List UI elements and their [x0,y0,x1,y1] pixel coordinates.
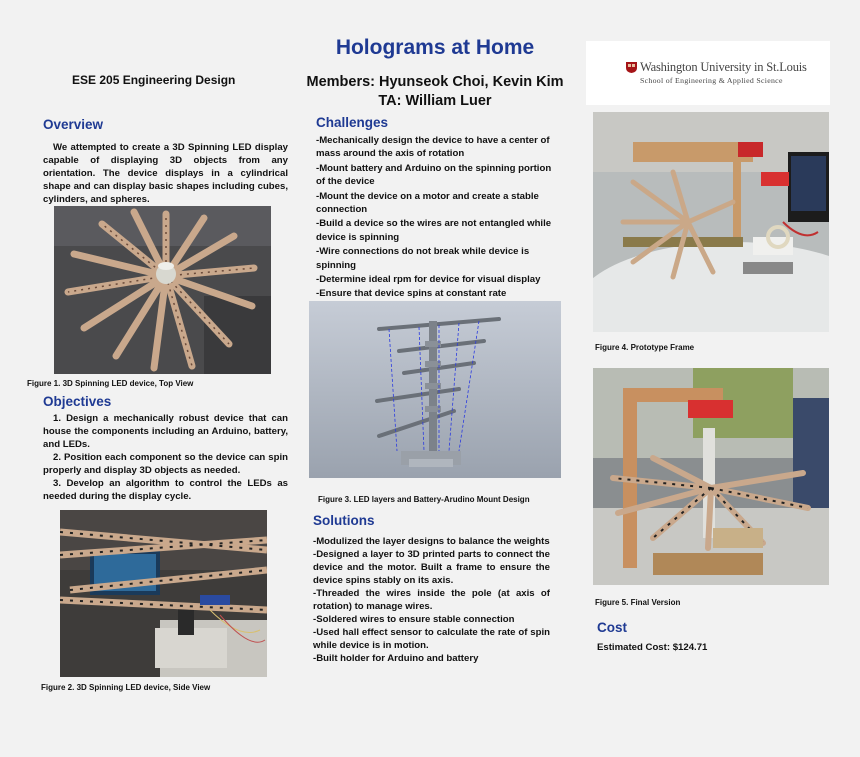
figure4-caption: Figure 4. Prototype Frame [595,343,695,352]
solution-item: -Threaded the wires inside the pole (at axis of rotation) to manage wires. [313,588,550,612]
shield-icon [626,62,637,73]
cost-heading: Cost [597,620,627,635]
challenge-item: -Ensure that device spins at constant rate [316,288,507,300]
solution-item: -Built holder for Arduino and battery [313,653,479,664]
members-block [305,73,565,111]
objective-item: 1. Design a mechanically robust device that can house the components including an Arduino, battery, and LEDs. [43,413,288,450]
challenge-item: -Mount battery and Arduino on the spinning portion of the device [316,162,552,188]
objective-item: 2. Position each component so the device can spin properly and display 3D objects as needed. [43,452,288,476]
ta-line: TA: William Luer [378,93,492,109]
challenges-heading: Challenges [316,115,389,130]
figure2-image [60,510,267,677]
figure1-caption: Figure 1. 3D Spinning LED device, Top View [27,379,194,388]
solution-item: -Modulized the layer designs to balance the weights [313,536,550,547]
objectives-list [43,412,288,503]
logo-line2: School of Engineering & Applied Science [640,76,783,85]
solutions-heading: Solutions [313,513,375,528]
challenge-item: -Mechanically design the device to have a center of mass around the axis of rotation [316,135,550,160]
challenge-item: -Determine ideal rpm for device for visual display [316,274,541,286]
logo-line1: Washington University in St.Louis [640,60,807,74]
course-name: ESE 205 Engineering Design [72,73,236,87]
challenge-item: -Mount the device on a motor and create a stable connection [316,190,539,216]
members-line: Members: Hyunseok Choi, Kevin Kim [306,74,564,90]
objectives-heading: Objectives [43,394,112,409]
challenge-item: -Build a device so the wires are not entangled while device is spinning [316,218,552,243]
challenge-item: -Wire connections do not break while device is spinning [316,246,530,271]
figure5-image [593,368,829,585]
objective-item: 3. Develop an algorithm to control the LEDs as needed during the display cycle. [43,478,288,502]
figure4-image [593,112,829,332]
figure3-caption: Figure 3. LED layers and Battery-Arudino Mount Design [318,495,530,504]
solutions-list [313,535,550,665]
solution-item: -Used hall effect sensor to calculate the rate of spin while device is in motion. [313,627,550,651]
figure2-caption: Figure 2. 3D Spinning LED device, Side View [41,683,211,692]
figure5-caption: Figure 5. Final Version [595,598,681,607]
overview-text: We attempted to create a 3D Spinning LED display capable of displaying 3D objects from any orientation. The device displays in a cylindrical shape and can display basic shapes including cubes, cylinders, and spheres. [43,142,288,205]
solution-item: -Soldered wires to ensure stable connection [313,614,515,625]
challenges-list [316,134,556,302]
overview-heading: Overview [43,117,104,132]
solution-item: -Designed a layer to 3D printed parts to connect the device and the motor. Built a frame to ensure the device spins stably on its axis. [313,549,550,586]
figure3-image [309,301,561,478]
poster-title: Holograms at Home [335,36,535,59]
figure1-image [54,206,271,374]
cost-text: Estimated Cost: $124.71 [597,642,708,653]
